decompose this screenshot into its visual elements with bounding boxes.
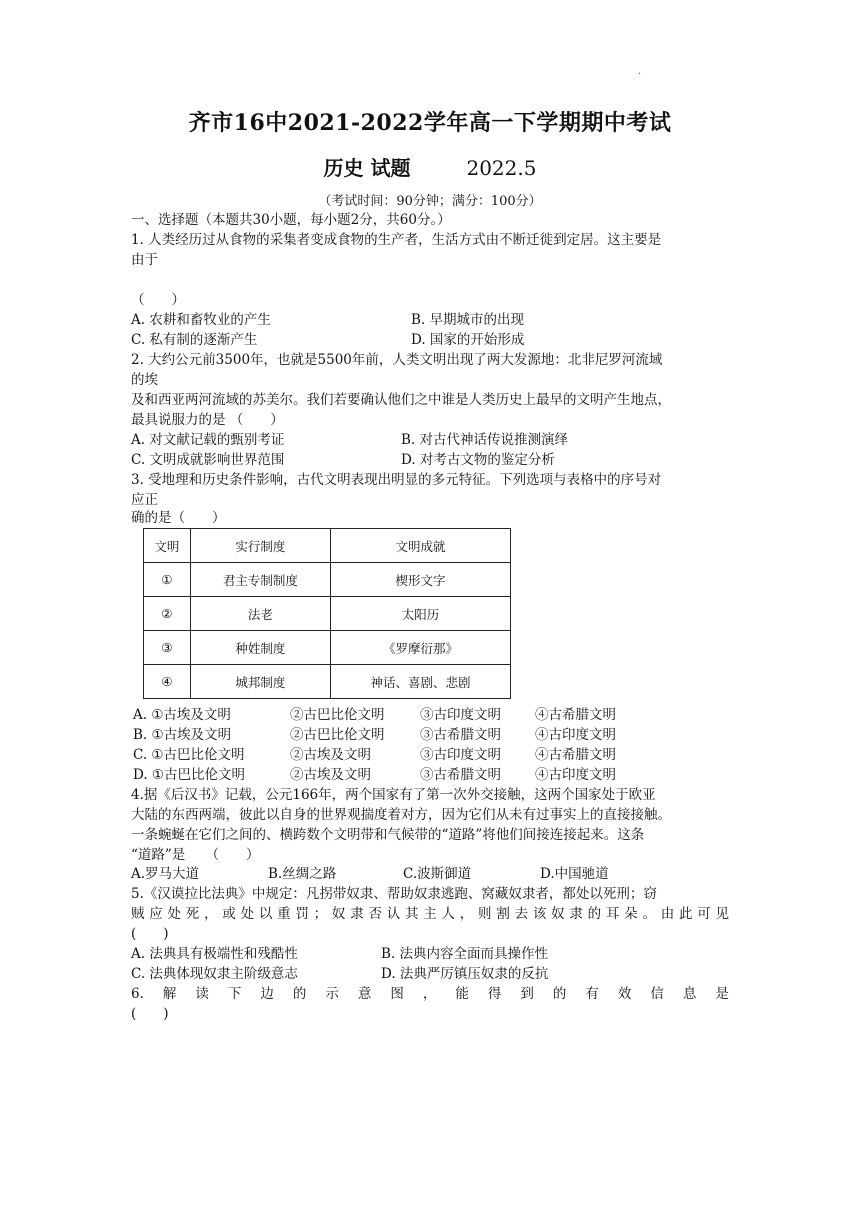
table-row: [144, 563, 511, 597]
table-cell: 种姓制度: [190, 631, 330, 665]
exam-date: 2022.5: [466, 156, 537, 180]
table-cell: ③: [144, 631, 191, 665]
q6-stem: [131, 984, 729, 1004]
q5-stem-char: 隶: [569, 906, 583, 922]
table-cell: ②: [144, 597, 191, 631]
table-cell: 神话、喜剧、悲剧: [330, 665, 510, 699]
q3-option-part: ③古印度文明: [420, 707, 501, 723]
q5-stem-char: 人: [441, 906, 456, 922]
q5-stem-char: 以: [258, 906, 273, 922]
q6-stem-char: 下: [227, 986, 242, 1002]
q4-stem-line3: 一条蜿蜒在它们之间的、横跨数个文明带和气候带的“道路”将他们间接连接起来。这条: [131, 827, 645, 843]
q5-stem-char: 处: [167, 906, 182, 922]
q5-stem-char: 其: [404, 906, 419, 922]
q2-stem-line1: 2. 大约公元前3500年，也就是5500年前，人类文明出现了两大发源地：北非尼罗河流域: [131, 352, 663, 368]
corner-dot: .: [638, 66, 642, 77]
q6-stem-char: 信: [650, 986, 664, 1002]
q2-stem-line2: 的埃: [131, 372, 158, 388]
table-row: [144, 665, 511, 699]
table-header-cell: 文明: [144, 529, 191, 563]
q5-stem-char: 贼: [131, 906, 145, 922]
q4-option-c: C.波斯御道: [403, 866, 472, 882]
q6-stem-char: 的: [552, 986, 567, 1002]
q6-stem-char: 图: [390, 986, 404, 1002]
q1-stem-line2: 由于: [131, 252, 158, 268]
q6-paren: ( ): [131, 1006, 169, 1022]
table-row: [144, 631, 511, 665]
q5-stem-char: 死: [185, 906, 200, 922]
q3-option-part: ④古希腊文明: [535, 747, 616, 763]
q5-stem-char: 认: [386, 906, 401, 922]
q5-stem-char: 隶: [350, 906, 364, 922]
q5-stem-char: 应: [149, 906, 163, 922]
exam-subtitle: [0, 152, 860, 181]
q5-stem-char: 否: [368, 906, 382, 922]
q6-stem-char: 有: [585, 986, 599, 1002]
q3-option-part: B. ①古埃及文明: [133, 727, 232, 743]
table-cell: 君主专制制度: [190, 563, 330, 597]
q3-option-part: ③古希腊文明: [420, 727, 501, 743]
q5-stem-char: 该: [532, 906, 547, 922]
table-cell: 楔形文字: [330, 563, 510, 597]
q6-stem-char: 能: [455, 986, 469, 1002]
q2-stem-line3: 及和西亚两河流域的苏美尔。我们若要确认他们之中谁是人类历史上最早的文明产生地点，: [131, 392, 671, 408]
table-cell: 城邦制度: [190, 665, 330, 699]
q2-option-c: C. 文明成就影响世界范围: [131, 452, 285, 468]
q5-option-c: C. 法典体现奴隶主阶级意志: [131, 966, 298, 982]
q2-option-b: B. 对古代神话传说推测演绎: [401, 432, 569, 448]
q3-option-part: C. ①古巴比伦文明: [133, 747, 245, 763]
q5-stem-char: ；: [313, 906, 328, 922]
q5-stem-line2: [131, 904, 729, 924]
q5-option-d: D. 法典严厉镇压奴隶的反抗: [381, 966, 549, 982]
q3-option-part: D. ①古巴比伦文明: [133, 767, 246, 783]
table-row: [144, 597, 511, 631]
q2-option-d: D. 对考古文物的鉴定分析: [401, 452, 555, 468]
table-header-row: [144, 529, 511, 563]
q3-stem-line1: 3. 受地理和历史条件影响，古代文明表现出明显的多元特征。下列选项与表格中的序号对: [131, 472, 662, 488]
q4-stem-line1: 4.据《后汉书》记载，公元166年，两个国家有了第一次外交接触，这两个国家处于欧亚: [131, 787, 656, 803]
exam-title: 齐市16中2021-2022学年高一下学期期中考试: [188, 110, 672, 136]
subject-label: 历史 试题: [323, 156, 411, 180]
q3-option-part: ③古希腊文明: [420, 767, 501, 783]
q2-option-a: A. 对文献记载的甄别考证: [131, 432, 285, 448]
table-cell: 太阳历: [330, 597, 510, 631]
table-cell: 《罗摩衍那》: [330, 631, 510, 665]
q6-stem-char: 边: [260, 986, 274, 1002]
q6-stem-char: 示: [325, 986, 339, 1002]
q6-stem-char: 的: [292, 986, 307, 1002]
q5-stem-char: ，: [459, 906, 474, 922]
table-header-cell: 实行制度: [190, 529, 330, 563]
q3-stem-line3: 确的是（ ）: [131, 510, 226, 526]
q3-option-part: ②古埃及文明: [290, 767, 371, 783]
q1-option-a: A. 农耕和畜牧业的产生: [131, 312, 271, 328]
q6-stem-char: 6.: [131, 986, 144, 1002]
q6-stem-char: ，: [422, 986, 437, 1002]
q1-option-d: D. 国家的开始形成: [411, 332, 525, 348]
q5-stem-char: 的: [587, 906, 602, 922]
q6-stem-char: 得: [487, 986, 502, 1002]
q3-option-part: ④古希腊文明: [535, 707, 616, 723]
q3-option-part: ②古巴比伦文明: [290, 727, 385, 743]
q1-paren: （ ）: [131, 292, 185, 308]
q5-stem-char: 由: [660, 906, 675, 922]
q5-stem-char: 奴: [331, 906, 346, 922]
q4-stem-line2: 大陆的东西两端，彼此以自身的世界观揣度着对方，因为它们从未有过事实上的直接接触。: [131, 807, 671, 823]
exam-info: （考试时间：90分钟；满分：100分）: [318, 194, 542, 209]
q5-option-b: B. 法典内容全面而具操作性: [381, 946, 549, 962]
table-header-cell: 文明成就: [330, 529, 510, 563]
q6-stem-char: 效: [617, 986, 632, 1002]
q4-option-b: B.丝绸之路: [268, 866, 337, 882]
q5-stem-char: 重: [277, 906, 291, 922]
q3-option-part: ②古巴比伦文明: [290, 707, 385, 723]
q6-stem-char: 是: [715, 986, 729, 1002]
section-heading: 一、选择题（本题共30小题，每小题2分，共60分。）: [131, 212, 451, 228]
table-cell: ①: [144, 563, 191, 597]
q3-option-part: ④古印度文明: [535, 767, 616, 783]
q5-stem-char: 奴: [551, 906, 565, 922]
q5-stem-char: 可: [697, 906, 711, 922]
q5-stem-char: 耳: [605, 906, 620, 922]
q4-option-d: D.中国驰道: [540, 866, 609, 882]
q5-stem-char: 此: [678, 906, 693, 922]
q6-stem-char: 解: [162, 986, 177, 1002]
q3-option-part: ④古印度文明: [535, 727, 616, 743]
q3-option-part: ③古印度文明: [420, 747, 501, 763]
q6-stem-char: 息: [682, 986, 697, 1002]
q5-stem-char: 割: [496, 906, 510, 922]
q1-option-c: C. 私有制的逐渐产生: [131, 332, 258, 348]
q5-stem-char: 则: [478, 906, 492, 922]
q5-stem-char: 主: [423, 906, 437, 922]
q1-stem-line1: 1. 人类经历过从食物的采集者变成食物的生产者，生活方式由不断迁徙到定居。这主要是: [131, 232, 662, 248]
q5-stem-line1: 5.《汉谟拉比法典》中规定：凡拐带奴隶、帮助奴隶逃跑、窝藏奴隶者，都处以死刑；窃: [131, 886, 657, 902]
q5-stem-char: 处: [240, 906, 255, 922]
table-cell: ④: [144, 665, 191, 699]
q6-stem-char: 读: [195, 986, 209, 1002]
q5-stem-char: 见: [715, 906, 729, 922]
q2-stem-line4: 最具说服力的是 （ ）: [131, 412, 284, 428]
q5-option-a: A. 法典具有极端性和残酷性: [131, 946, 298, 962]
q6-stem-char: 意: [357, 986, 372, 1002]
q3-option-part: ②古埃及文明: [290, 747, 371, 763]
q3-option-part: A. ①古埃及文明: [133, 707, 231, 723]
q5-stem-line3: ( ): [131, 926, 169, 942]
q4-stem-line4: “道路”是 （ ）: [131, 847, 260, 863]
q5-stem-char: 或: [222, 906, 236, 922]
q5-stem-char: 朵: [624, 906, 638, 922]
civilization-table: [143, 528, 511, 699]
q3-stem-line2: 应正: [131, 492, 158, 508]
q6-stem-char: 到: [520, 986, 534, 1002]
q5-stem-char: 去: [514, 906, 529, 922]
table-cell: 法老: [190, 597, 330, 631]
q4-option-a: A.罗马大道: [131, 866, 200, 882]
q5-stem-char: 罚: [295, 906, 309, 922]
q5-stem-char: 。: [642, 906, 656, 922]
q5-stem-char: ，: [204, 906, 218, 922]
q1-option-b: B. 早期城市的出现: [411, 312, 525, 328]
